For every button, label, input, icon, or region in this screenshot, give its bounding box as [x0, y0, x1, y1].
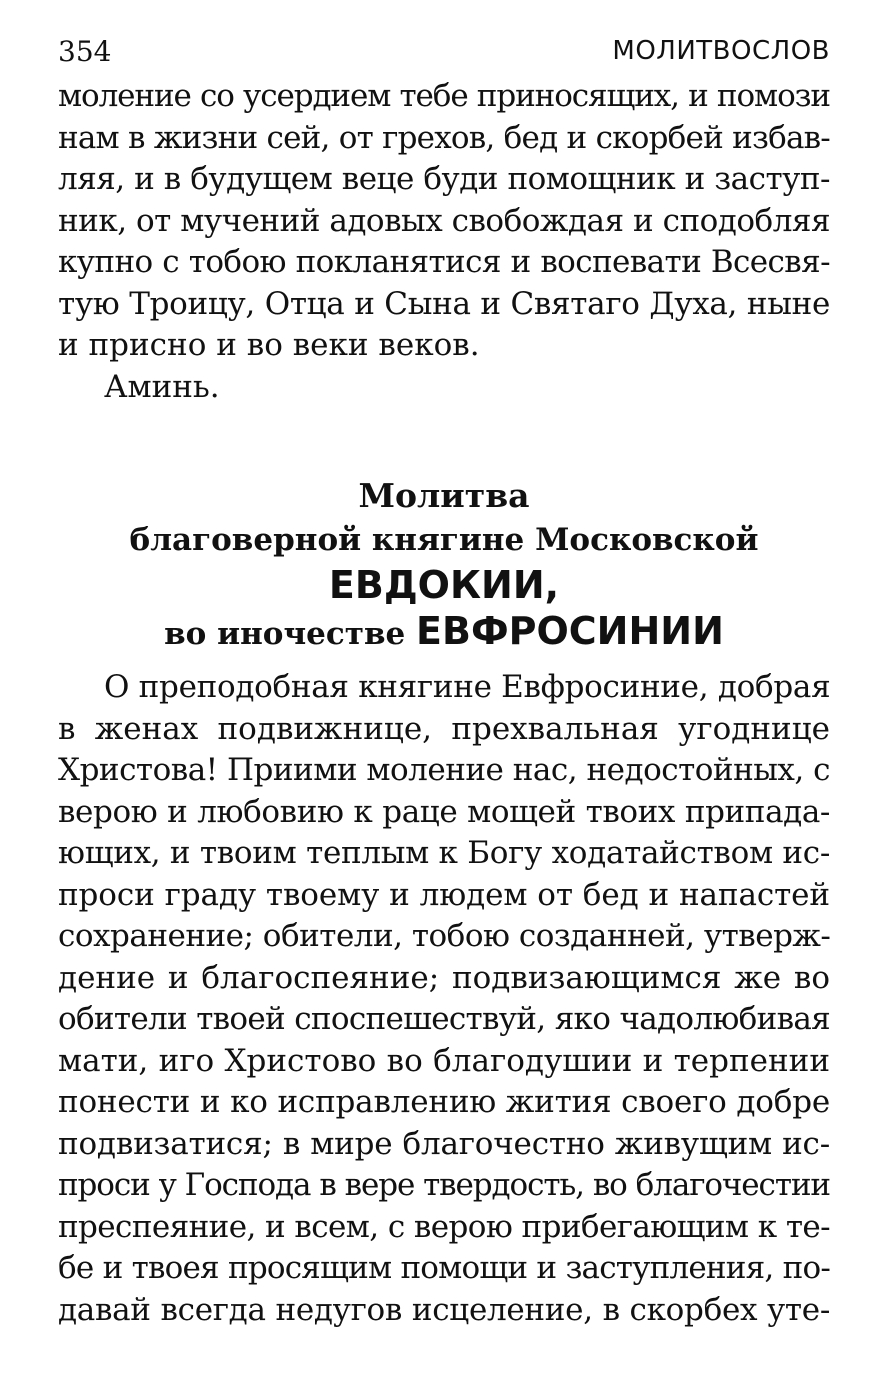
page-header [58, 28, 830, 76]
text-line: сохранение; обители, тобою созданней, утверж- [58, 918, 831, 954]
heading-monastic-name [58, 608, 830, 657]
heading-monastic-caps: ЕВФРОСИНИИ [416, 609, 724, 653]
text-line: бе и твоея просящим помощи и заступления, по- [58, 1250, 830, 1286]
heading-subtitle: благоверной княгине Московской [129, 522, 759, 558]
prayer-text [58, 667, 830, 1331]
text-line: ющих, и твоим теплым к Богу ходатайством ис- [58, 835, 830, 871]
text-line: моление со усердием тебе приносящих, и помози [58, 78, 830, 114]
text-line: и присно и во веки веков. [58, 327, 480, 363]
heading-monastic-prefix: во иночестве [164, 616, 406, 652]
text-line: дение и благоспеяние; подвизающимся же во [58, 959, 830, 996]
page-number: 354 [58, 35, 112, 68]
text-line: нам в жизни сей, от грехов, бед и скорбей избав- [58, 119, 830, 156]
text-line: Христова! Приими моление нас, недостойных, с [58, 752, 830, 788]
text-line: понести и ко исправлению жития своего добре [58, 1084, 830, 1120]
text-line: тую Троицу, Отца и Сына и Святаго Духа, ныне [58, 285, 830, 322]
heading-title: Молитва [358, 476, 530, 515]
text-line: проси граду твоему и людем от бед и напастей [58, 876, 830, 913]
text-line: обители твоей споспешествуй, яко чадолюбивая [58, 1001, 830, 1037]
amen: Аминь. [104, 368, 220, 405]
prayer-continuation [58, 76, 830, 408]
text-line: подвизатися; в мире благочестно живущим ис- [58, 1125, 830, 1162]
text-line: мати, иго Христово во благодушии и терпении [58, 1042, 830, 1079]
text-line: ляя, и в будущем веце буди помощник и заступ- [58, 161, 830, 197]
text-line: купно с тобою покланятися и воспевати Всесвя- [58, 244, 830, 280]
book-page [58, 28, 830, 1378]
text-line: О преподобная княгине Евфросиние, добрая [104, 669, 831, 705]
heading-name: ЕВДОКИИ, [328, 563, 560, 607]
prayer-heading [58, 474, 830, 657]
text-line: верою и любовию к раце мощей твоих припада- [58, 793, 830, 830]
text-line: проси у Господа в вере твердость, во благочестии [58, 1167, 830, 1203]
text-line: преспеяние, и всем, с верою прибегающим к те- [58, 1208, 830, 1245]
text-line: в женах подвижнице, прехвальная угоднице [58, 710, 830, 747]
text-line: давай всегда недугов исцеление, в скорбех уте- [58, 1291, 830, 1328]
text-line: ник, от мучений адовых свобождая и сподобляя [58, 202, 830, 239]
running-head: МОЛИТВОСЛОВ [612, 36, 830, 66]
